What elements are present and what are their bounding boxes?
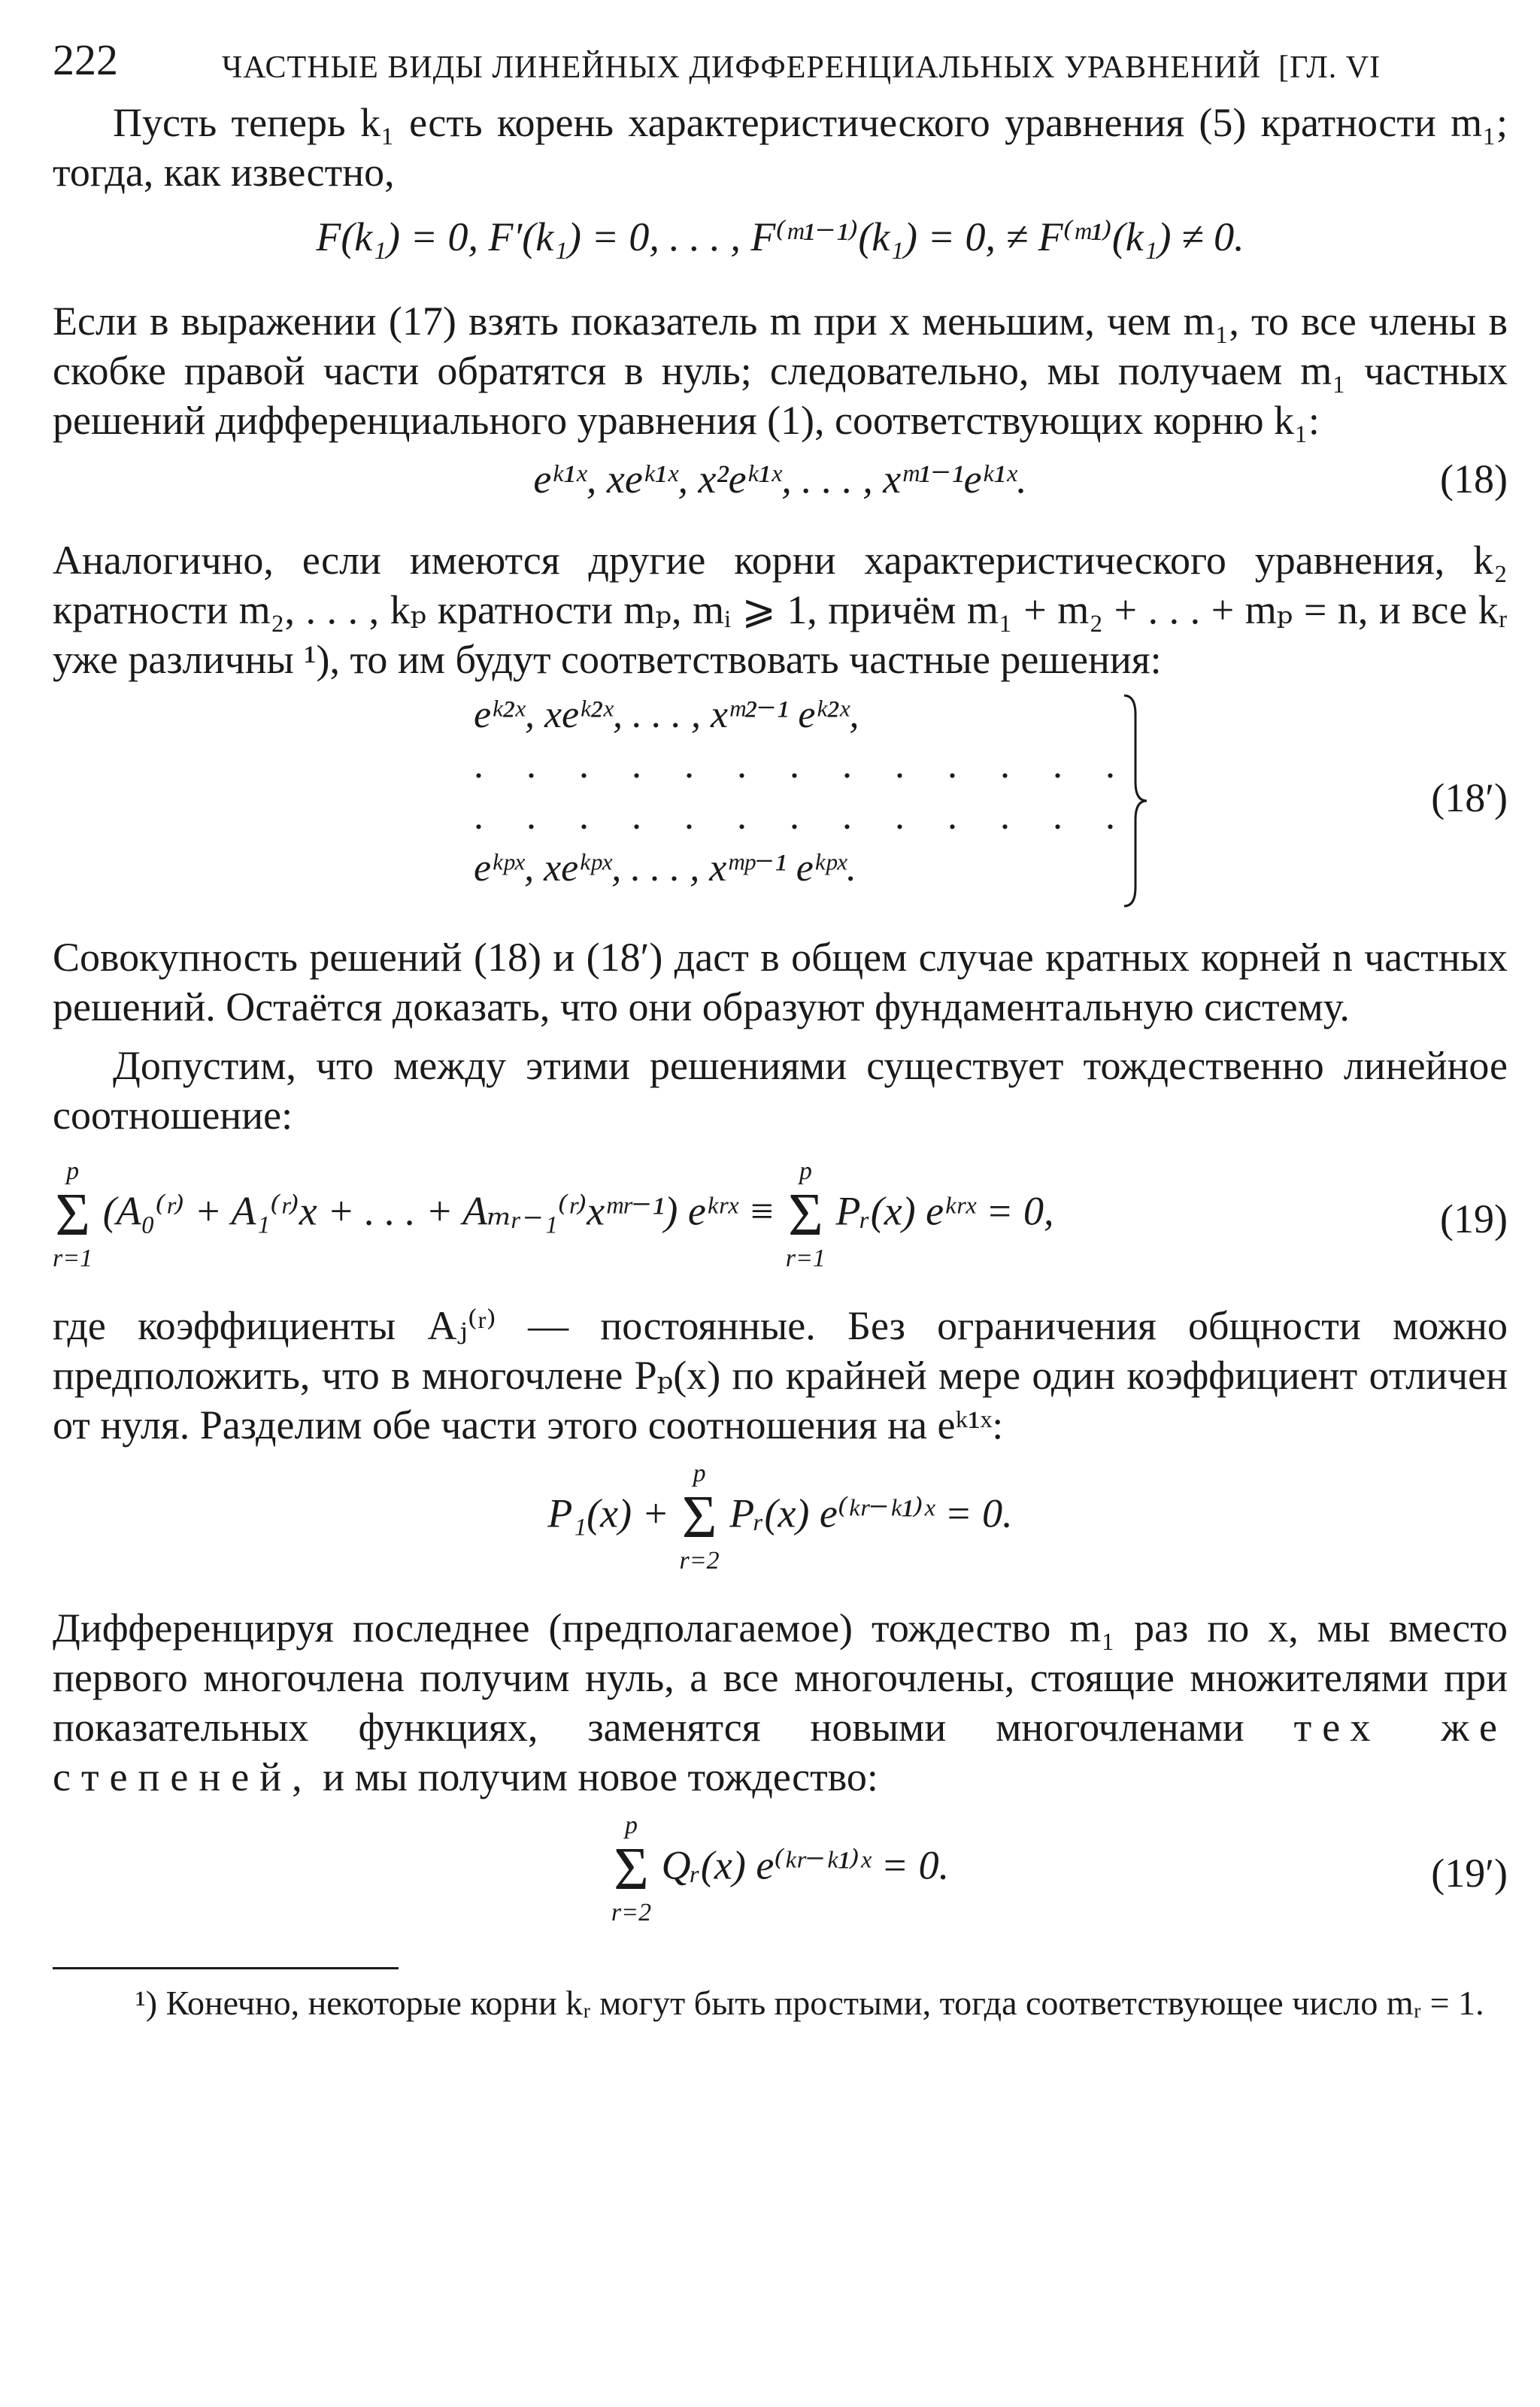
equation-19-right: Pᵣ(x) eᵏʳˣ = 0,	[835, 1188, 1054, 1234]
equation-19	[53, 1155, 1508, 1283]
sum-symbol-div: p Σ r=2	[679, 1460, 720, 1575]
equation-18-prime-number: (18′)	[1431, 775, 1508, 820]
book-page	[53, 30, 1508, 2025]
footnote: ¹) Конечно, некоторые корни kᵣ могут быть простыми, тогда соответствующее число mᵣ = 1.	[135, 1984, 1484, 2022]
equation-divided: P₁(x) + p Σ r=2 Pᵣ(x) e⁽ᵏʳ⁻ᵏ¹⁾ˣ = 0.	[53, 1457, 1508, 1585]
equation-18	[53, 453, 1508, 505]
dots-row-2: . . . . . . . . . . . . .	[474, 795, 1132, 838]
equation-19-prime: p Σ r=2 Qᵣ(x) e⁽ᵏʳ⁻ᵏ¹⁾ˣ = 0. (19′)	[53, 1809, 1508, 1937]
equation-conditions: F(k₁) = 0, F′(k₁) = 0, . . . , F⁽ᵐ¹⁻¹⁾(k₁) = 0, ≠ F⁽ᵐ¹⁾(k₁) ≠ 0.	[316, 214, 1244, 259]
page-header	[53, 30, 1508, 98]
page-number: 222	[53, 35, 118, 84]
sum-symbol-19a: p Σ r=1	[53, 1157, 93, 1272]
paragraph-4: Совокупность решений (18) и (18′) даст в общем случае кратных корней n частных решений. Остаётся доказать, что они образуют фундаментальную систему.	[53, 935, 1508, 1029]
sum-symbol-19b: p Σ r=1	[785, 1157, 826, 1272]
equation-19-prime-number: (19′)	[1431, 1851, 1508, 1896]
solution-row-p: eᵏᵖˣ, xeᵏᵖˣ, . . . , xᵐᵖ⁻¹ eᵏᵖˣ.	[474, 847, 856, 890]
spaced-emphasis: тех же степеней,	[53, 1705, 1508, 1799]
equation-19-left: (A₀⁽ʳ⁾ + A₁⁽ʳ⁾x + . . . + Aₘᵣ₋₁⁽ʳ⁾xᵐʳ⁻¹) eᵏʳˣ ≡	[102, 1188, 776, 1234]
running-title: ЧАСТНЫЕ ВИДЫ ЛИНЕЙНЫХ ДИФФЕРЕНЦИАЛЬНЫХ УРАВНЕНИЙ [ГЛ. VI	[222, 50, 1381, 85]
equation-18-number: (18)	[1440, 456, 1508, 502]
paragraph-7: Дифференцируя последнее (предполагаемое) тождество m₁ раз по x, мы вместо первого многочлена получим нуль, а все многочлены, стоящие множителями при показательных функциях, заменятся новыми многочленами тех же степеней, и мы получим новое тождество:	[53, 1605, 1508, 1799]
sum-symbol-19p: p Σ r=2	[611, 1811, 652, 1927]
paragraph-1: Пусть теперь k₁ есть корень характеристического уравнения (5) кратности m₁; тогда, как известно,	[53, 100, 1508, 195]
footnote-rule	[53, 1967, 399, 1969]
paragraph-2: Если в выражении (17) взять показатель m при x меньшим, чем m₁, то все члены в скобке правой части обратятся в нуль; следовательно, мы получаем m₁ частных решений дифференциального уравнения (1), соответствующих корню k₁:	[53, 299, 1508, 443]
right-brace-icon	[1120, 692, 1150, 910]
dots-row-1: . . . . . . . . . . . . .	[474, 744, 1132, 787]
equation-18-body: eᵏ¹ˣ, xeᵏ¹ˣ, x²eᵏ¹ˣ, . . . , xᵐ¹⁻¹eᵏ¹ˣ.	[533, 456, 1027, 502]
paragraph-3: Аналогично, если имеются другие корни характеристического уравнения, k₂ кратности m₂, . . . , kₚ кратности mₚ, mᵢ ⩾ 1, причём m₁ + m₂ + . . . + mₚ = n, и все kᵣ уже различны ¹), то им будут соответствовать частные решения:	[53, 538, 1508, 682]
paragraph-5: Допустим, что между этими решениями существует тождественно линейное соотношение:	[53, 1043, 1508, 1138]
paragraph-6: где коэффициенты Aⱼ⁽ʳ⁾ — постоянные. Без ограничения общности можно предположить, что в многочлене Pₚ(x) по крайней мере один коэффициент отличен от нуля. Разделим обе части этого соотношения на eᵏ¹ˣ:	[53, 1303, 1508, 1448]
equation-18-prime	[53, 692, 1508, 925]
equation-19-number: (19)	[1440, 1196, 1508, 1241]
solution-row-1: eᵏ²ˣ, xeᵏ²ˣ, . . . , xᵐ²⁻¹ eᵏ²ˣ,	[474, 693, 859, 736]
chapter-label: [ГЛ. VI	[1278, 50, 1381, 85]
